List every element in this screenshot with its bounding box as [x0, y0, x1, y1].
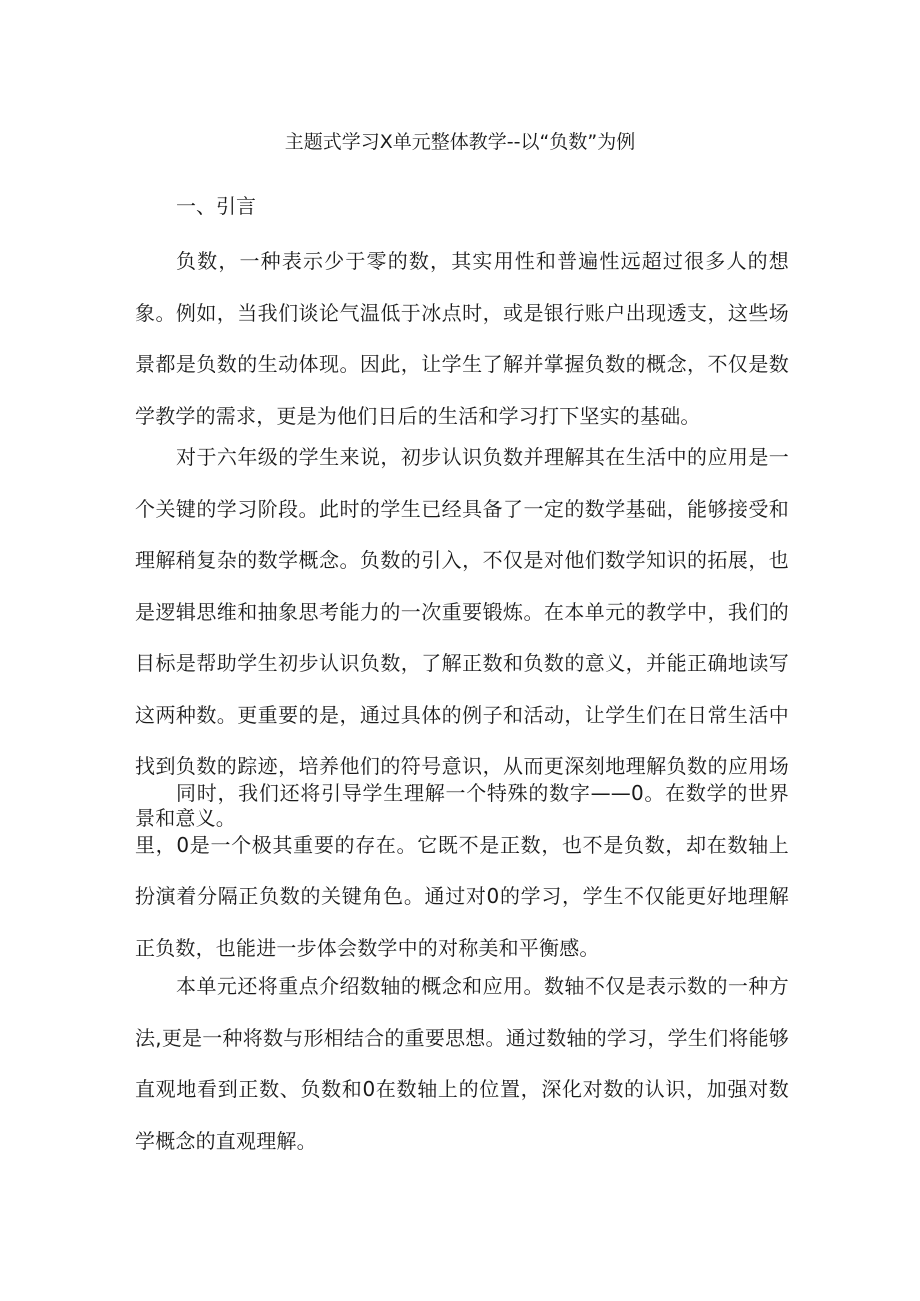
paragraph-grade-six-learning: 对于六年级的学生来说，初步认识负数并理解其在生活中的应用是一个关键的学习阶段。此时的学生已经具备了一定的数学基础，能够接受和理解稍复杂的数学概念。负数的引入，不仅是对他们数学知识的拓展，也是逻辑思维和抽象思考能力的一次重要锻炼。在本单元的教学中，我们的目标是帮助学生初步认识负数，了解正数和负数的意义，并能正确地读写这两种数。更重要的是，通过具体的例子和活动，让学生们在日常生活中找到负数的踪迹，培养他们的符号意识，从而更深刻地理解负数的应用场景和意义。: [135, 445, 789, 830]
paragraph-number-zero: 同时，我们还将引导学生理解一个特殊的数字——0。在数学的世界里，0是一个极其重要的存在。它既不是正数，也不是负数，却在数轴上扮演着分隔正负数的关键角色。通过对0的学习，学生不仅能更好地理解正负数，也能进一步体会数学中的对称美和平衡感。: [135, 781, 789, 960]
paragraph-negative-numbers-intro: 负数，一种表示少于零的数，其实用性和普遍性远超过很多人的想象。例如，当我们谈论气温低于冰点时，或是银行账户出现透支，这些场景都是负数的生动体现。因此，让学生了解并掌握负数的概念，不仅是数学教学的需求，更是为他们日后的生活和学习打下坚实的基础。: [135, 249, 789, 428]
paragraph-number-line: 本单元还将重点介绍数轴的概念和应用。数轴不仅是表示数的一种方法,更是一种将数与形相结合的重要思想。通过数轴的学习，学生们将能够直观地看到正数、负数和0在数轴上的位置，深化对数的认识，加强对数学概念的直观理解。: [135, 974, 789, 1153]
section-heading-introduction: 一、引言: [176, 194, 256, 218]
document-title: 主题式学习X单元整体教学--以“负数”为例: [284, 131, 636, 153]
